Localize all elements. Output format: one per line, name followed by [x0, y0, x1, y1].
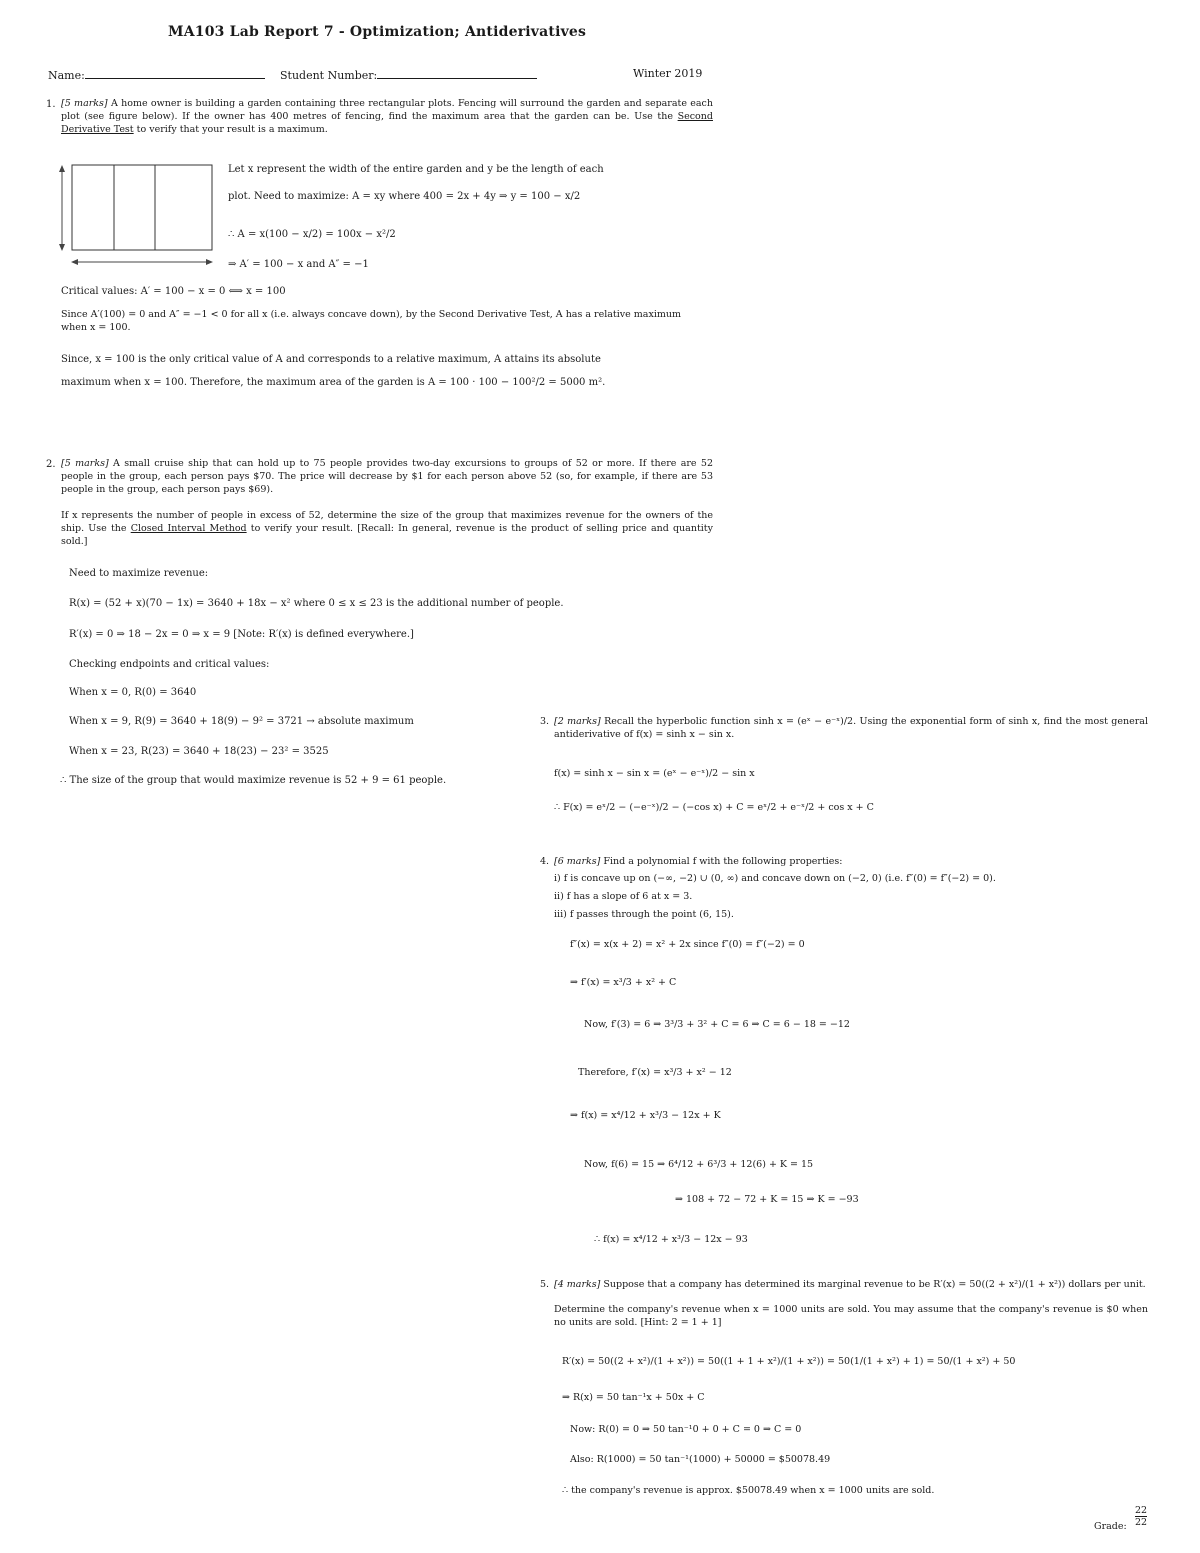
q3-text: Recall the hyperbolic function sinh x = (eˣ − e⁻ˣ)/2. Using the exponential form of sinh x, find the most general antiderivative of f(x) = sinh x − sin x.	[554, 716, 1148, 740]
name-label: Name:	[48, 69, 85, 82]
name-field	[48, 67, 265, 83]
q1-test-name: Second Derivative Test	[61, 111, 713, 135]
q5-number: 5.	[540, 1279, 550, 1290]
grade-total: 22	[1135, 1516, 1148, 1528]
q5-s3: Now: R(0) = 0 ⇒ 50 tan⁻¹0 + 0 + C = 0 ⇒ C = 0	[570, 1424, 802, 1435]
q4-s2: ⇒ f′(x) = x³/3 + x² + C	[570, 977, 677, 988]
q3-marks: [2 marks]	[554, 716, 601, 727]
q1-line1: Let x represent the width of the entire garden and y be the length of each	[228, 164, 604, 175]
grade-fraction	[1135, 1506, 1147, 1528]
q2-s2: R(x) = (52 + x)(70 − 1x) = 3640 + 18x − x² where 0 ≤ x ≤ 23 is the additional number of people.	[69, 598, 564, 609]
q4-s5: ⇒ f(x) = x⁴/12 + x³/3 − 12x + K	[570, 1110, 721, 1121]
q4-s1: f″(x) = x(x + 2) = x² + 2x since f″(0) = f″(−2) = 0	[570, 939, 805, 950]
q4-statement	[554, 856, 843, 868]
grade-label: Grade:	[1094, 1521, 1127, 1532]
q4-p3: iii) f passes through the point (6, 15).	[554, 909, 734, 920]
q3-statement	[554, 715, 1148, 741]
name-blank	[85, 67, 265, 79]
q2-text: A small cruise ship that can hold up to 75 people provides two-day excursions to groups of 52 or more. If there are 52 people in the group, each person pays $70. The price will decrease by $1 for each person above 52 (so, for example, if there are 53 people in the group, each person pays $69).	[61, 458, 713, 495]
q1-text-a: A home owner is building a garden containing three rectangular plots. Fencing will surround the garden and separate each plot (see figure below). If the owner has 400 metres of fencing, find the maximum area that the garden can be. Use the	[61, 98, 713, 122]
q2-s4: Checking endpoints and critical values:	[69, 659, 270, 670]
q1-line2: plot. Need to maximize: A = xy where 400 = 2x + 4y ⇒ y = 100 − x/2	[228, 191, 581, 202]
q4-s7: ⇒ 108 + 72 − 72 + K = 15 ⇒ K = −93	[675, 1194, 859, 1205]
page-title: MA103 Lab Report 7 - Optimization; Antiderivatives	[168, 24, 587, 40]
student-number-blank	[377, 67, 537, 79]
q2-s1: Need to maximize revenue:	[69, 568, 209, 579]
q1-line3: ∴ A = x(100 − x/2) = 100x − x²/2	[228, 229, 396, 240]
q1-since1: Since A′(100) = 0 and A″ = −1 < 0 for all x (i.e. always concave down), by the Second Derivative Test, A has a relative maximum when x = 100.	[61, 309, 681, 333]
q3-s1: f(x) = sinh x − sin x = (eˣ − e⁻ˣ)/2 − sin x	[554, 768, 755, 779]
q4-s4: Therefore, f′(x) = x³/3 + x² − 12	[578, 1067, 732, 1078]
x-arrow-head-left	[71, 259, 78, 265]
q4-number: 4.	[540, 856, 550, 867]
q5-s2: ⇒ R(x) = 50 tan⁻¹x + 50x + C	[562, 1392, 705, 1403]
q5-text: Suppose that a company has determined its marginal revenue to be R′(x) = 50((2 + x²)/(1 + x²)) dollars per unit.	[603, 1279, 1146, 1290]
q1-critical: Critical values: A′ = 100 − x = 0 ⟺ x = 100	[61, 286, 286, 297]
q4-p2: ii) f has a slope of 6 at x = 3.	[554, 891, 693, 902]
grade-score: 22	[1135, 1505, 1148, 1516]
q5-s1: R′(x) = 50((2 + x²)/(1 + x²)) = 50((1 + 1 + x²)/(1 + x²)) = 50(1/(1 + x²) + 1) = 50/(1 + x²) + 50	[562, 1356, 1016, 1367]
y-arrow-head-bottom	[59, 244, 65, 251]
q2-s3: R′(x) = 0 ⇒ 18 − 2x = 0 ⇒ x = 9 [Note: R′(x) is defined everywhere.]	[69, 629, 414, 640]
q5-s4: Also: R(1000) = 50 tan⁻¹(1000) + 50000 = $50078.49	[570, 1454, 831, 1465]
q2-statement	[61, 457, 713, 496]
q1-marks: [5 marks]	[61, 98, 108, 109]
q2-text2-a: If x represents the number of people in excess of 52, determine the size of the group that maximizes revenue for the owners of the ship. Use the	[61, 510, 713, 534]
q2-s8: ∴ The size of the group that would maximize revenue is 52 + 9 = 61 people.	[60, 775, 447, 786]
y-arrow-head-top	[59, 165, 65, 172]
q5-marks: [4 marks]	[554, 1279, 601, 1290]
q1-since2: Since, x = 100 is the only critical value of A and corresponds to a relative maximum, A attains its absolute	[61, 354, 601, 365]
student-number-label: Student Number:	[280, 69, 378, 82]
q1-line4: ⇒ A′ = 100 − x and A″ = −1	[228, 259, 369, 270]
q4-p1: i) f is concave up on (−∞, −2) ∪ (0, ∞) and concave down on (−2, 0) (i.e. f″(0) = f″(−2) = 0).	[554, 873, 996, 884]
q1-text-b: to verify that your result is a maximum.	[136, 124, 328, 135]
q3-number: 3.	[540, 716, 550, 727]
garden-outer-rect	[72, 165, 212, 250]
garden-figure	[52, 160, 227, 270]
q2-text2-b: to verify your result. [Recall: In general, revenue is the product of selling price and quantity sold.]	[61, 523, 713, 547]
q4-s3: Now, f′(3) = 6 ⇒ 3³/3 + 3² + C = 6 ⇒ C = 6 − 18 = −12	[584, 1019, 850, 1030]
q2-marks: [5 marks]	[61, 458, 109, 469]
q5-s5: ∴ the company's revenue is approx. $50078.49 when x = 1000 units are sold.	[562, 1485, 935, 1496]
q2-number: 2.	[46, 459, 56, 470]
q2-statement-2	[61, 509, 713, 548]
q4-s6: Now, f(6) = 15 ⇒ 6⁴/12 + 6³/3 + 12(6) + K = 15	[584, 1159, 814, 1170]
q2-s5: When x = 0, R(0) = 3640	[69, 687, 197, 698]
student-number-field	[280, 67, 537, 83]
q3-s2: ∴ F(x) = eˣ/2 − (−e⁻ˣ)/2 − (−cos x) + C = eˣ/2 + e⁻ˣ/2 + cos x + C	[554, 802, 874, 813]
q2-s6: When x = 9, R(9) = 3640 + 18(9) − 9² = 3721 → absolute maximum	[69, 716, 414, 727]
q2-method-name: Closed Interval Method	[130, 523, 247, 534]
q1-statement	[61, 97, 713, 136]
q4-text: Find a polynomial f with the following properties:	[603, 856, 843, 867]
q1-since3: maximum when x = 100. Therefore, the maximum area of the garden is A = 100 · 100 − 100²/2 = 5000 m².	[61, 377, 606, 388]
term-label: Winter 2019	[633, 67, 703, 80]
q4-marks: [6 marks]	[554, 856, 601, 867]
x-arrow-head-right	[206, 259, 213, 265]
q1-number: 1.	[46, 99, 56, 110]
q5-statement	[554, 1278, 1148, 1291]
q2-s7: When x = 23, R(23) = 3640 + 18(23) − 23² = 3525	[69, 746, 329, 757]
q4-s8: ∴ f(x) = x⁴/12 + x³/3 − 12x − 93	[594, 1234, 748, 1245]
q5-statement-2: Determine the company's revenue when x = 1000 units are sold. You may assume that the company's revenue is $0 when no units are sold. [Hint: 2 = 1 + 1]	[554, 1304, 1148, 1328]
